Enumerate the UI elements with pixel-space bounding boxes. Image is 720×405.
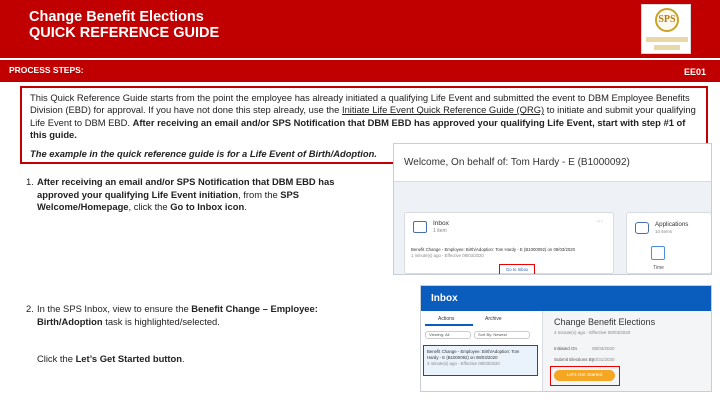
sps-logo bbox=[641, 4, 691, 54]
inbox-task-meta: 1 minute(s) ago - Effective 08/03/2020 bbox=[411, 253, 484, 258]
guide-subtitle: QUICK REFERENCE GUIDE bbox=[29, 25, 220, 41]
go-to-inbox-label: Go to Inbox bbox=[505, 267, 529, 272]
process-code: EE01 bbox=[683, 67, 706, 77]
step-2-click-instruction bbox=[37, 353, 287, 366]
process-steps-bar bbox=[0, 60, 720, 82]
inbox-header bbox=[421, 286, 712, 311]
tab-actions[interactable]: Actions bbox=[438, 316, 455, 322]
applications-icon bbox=[635, 222, 649, 234]
step-text: , from the bbox=[238, 188, 281, 200]
intro-example-note: The example in the quick reference guide is for a Life Event of Birth/Adoption. bbox=[30, 148, 377, 159]
selected-task-item[interactable] bbox=[423, 345, 538, 376]
process-steps-label: PROCESS STEPS: bbox=[9, 65, 84, 75]
intro-text: to initiate and submit your qualifying Life Event to DBM EBD. bbox=[30, 104, 696, 128]
time-label: Time bbox=[653, 265, 664, 271]
welcome-homepage-screenshot bbox=[393, 143, 712, 275]
viewing-filter-select[interactable]: Viewing: All bbox=[425, 331, 471, 339]
more-options-icon[interactable]: ··· bbox=[596, 218, 603, 225]
task-title: Benefit Change - Employee: Birth/Adoption: Tom bbox=[427, 349, 520, 354]
step-bold-text: Benefit Change – Employee: Birth/Adoption bbox=[37, 303, 318, 327]
lets-get-started-highlight bbox=[550, 366, 620, 386]
tab-archive[interactable]: Archive bbox=[485, 316, 502, 322]
task-detail-title: Change Benefit Elections bbox=[554, 317, 656, 327]
logo-wordmark-line bbox=[646, 37, 688, 42]
task-meta: 4 minute(s) ago - Effective 08/03/2020 bbox=[427, 361, 500, 366]
initiated-on-label: Initiated On bbox=[554, 346, 578, 351]
step-text: In the SPS Inbox, view to ensure the bbox=[37, 303, 192, 314]
lets-get-started-button[interactable]: Let's Get Started bbox=[554, 370, 615, 381]
inbox-card-count: 1 item bbox=[433, 228, 447, 234]
go-to-inbox-button[interactable] bbox=[499, 264, 535, 275]
step-bold-text: Let’s Get Started button bbox=[75, 353, 182, 364]
sort-select[interactable]: Sort By: Newest bbox=[474, 331, 530, 339]
welcome-text: Welcome, On behalf of: Tom Hardy - E (B1000092) bbox=[404, 157, 630, 168]
welcome-bar bbox=[394, 144, 712, 182]
applications-count: 10 items bbox=[655, 229, 673, 234]
applications-title: Applications bbox=[655, 221, 689, 228]
intro-text: This Quick Reference Guide starts from the point the employee has already initiated a qualifying Life Event and submitted the event to DBM Employee Benefits Division (EBD) for approval. If you have not done this step already, use the bbox=[30, 92, 690, 116]
initiate-life-event-qrg-link[interactable]: Initiate Life Event Quick Reference Guide (QRG) bbox=[341, 104, 545, 116]
active-tab-indicator bbox=[425, 324, 473, 326]
inbox-task-text: Benefit Change - Employee: Birth/Adoption: Tom Hardy - E (B1000092) on 08/03/2020 bbox=[411, 247, 576, 252]
step-text: . bbox=[244, 201, 247, 213]
step-bold-text: Go to Inbox icon bbox=[170, 201, 245, 213]
inbox-screenshot bbox=[420, 285, 712, 392]
step-text: task is highlighted/selected. bbox=[102, 315, 220, 327]
inbox-card[interactable] bbox=[404, 212, 614, 274]
inbox-icon bbox=[413, 221, 427, 233]
step-text: , click the bbox=[128, 201, 171, 213]
time-icon[interactable] bbox=[651, 246, 665, 260]
guide-title: Change Benefit Elections bbox=[29, 9, 204, 25]
step-1 bbox=[26, 176, 347, 214]
step-number: 1. bbox=[26, 176, 34, 187]
step-number: 2. bbox=[26, 303, 34, 314]
submit-by-label: Submit Elections By bbox=[554, 357, 595, 362]
step-bold-text: SPS Welcome/Homepage bbox=[37, 188, 300, 213]
submit-by-value: 10/31/2020 bbox=[592, 357, 615, 362]
inbox-card-title: Inbox bbox=[433, 220, 449, 227]
step-2 bbox=[26, 303, 327, 328]
intro-bold-instruction: After receiving an email and/or SPS Notification that DBM EBD has approved your qualifying Life Event, start with step #1 of this guide. bbox=[30, 116, 686, 140]
sps-logo-mark: SPS bbox=[655, 8, 679, 32]
step-text: . bbox=[182, 353, 185, 364]
inbox-task-pane bbox=[421, 311, 543, 392]
header-banner bbox=[0, 0, 720, 58]
inbox-header-title: Inbox bbox=[431, 293, 458, 304]
task-detail-meta: 4 minute(s) ago - Effective 08/03/2020 bbox=[554, 330, 631, 335]
initiated-on-value: 08/03/2020 bbox=[592, 346, 615, 351]
logo-wordmark-line bbox=[654, 45, 680, 50]
task-title: Hardy - E (B1000092) on 08/03/2020 bbox=[427, 355, 498, 360]
step-bold-text: After receiving an email and/or SPS Notification that DBM EBD has approved your qualifying Life Event initiation bbox=[37, 176, 335, 200]
applications-card[interactable] bbox=[626, 212, 712, 274]
step-text: Click the bbox=[37, 353, 76, 364]
